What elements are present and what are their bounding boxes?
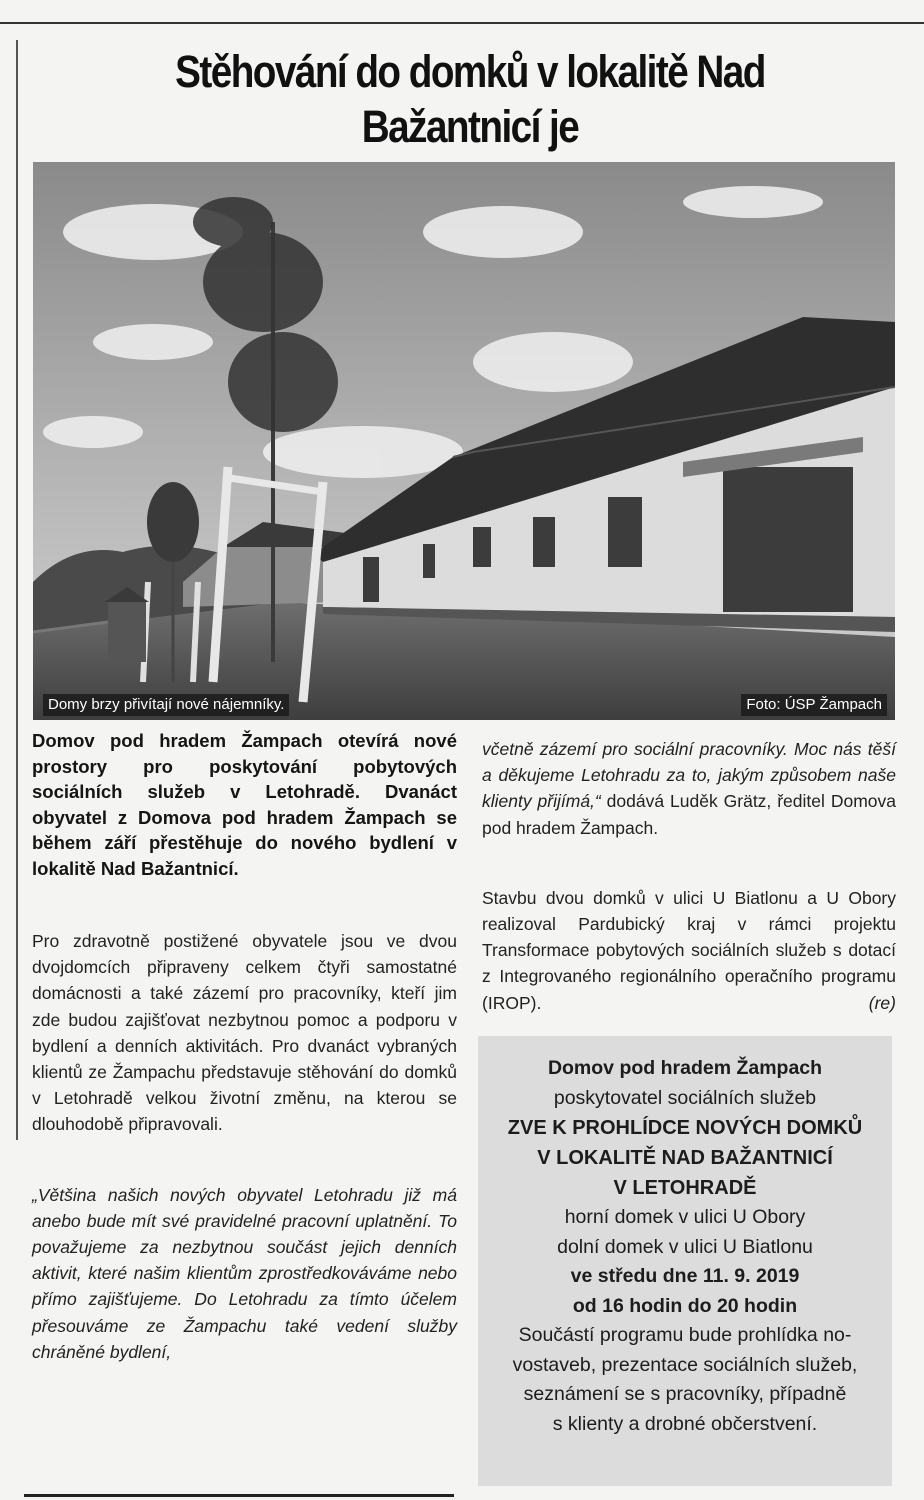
headline-line-1: Stěhování do domků v lokalitě Nad Bažantnicí je	[175, 46, 765, 152]
author-signature: (re)	[868, 992, 896, 1013]
invitation-program-1: Součástí programu bude prohlídka no-	[518, 1324, 852, 1346]
bottom-rule	[24, 1494, 454, 1497]
paragraph-2-text: Stavbu dvou domků v ulici U Biatlonu a U Obory realizoval Pardubický kraj v rámci projektu Transformace pobytových sociálních služeb s dotací z Integrovaného regionálního operačního programu (IROP).	[482, 887, 896, 1013]
invitation-heading-3: V LETOHRADĚ	[613, 1177, 757, 1199]
invitation-heading-2: V LOKALITĚ NAD BAŽANTNICÍ	[537, 1147, 833, 1169]
invitation-program-2: vostaveb, prezentace sociálních služeb,	[512, 1353, 858, 1376]
article-paragraph-1: Pro zdravotně postižené obyvatele jsou ve dvou dvojdomcích připraveny celkem čtyři samostatné domácnosti a také zázemí pro pracovníky, kteří jim zde budou zajišťovat nezbytnou pomoc a podporu v bydlení a denních aktivitách. Pro dvanáct vybraných klientů ze Žampachu představuje stěhování do domků v Letohradě velkou životní změnu, na kterou se dlouhodobě připravovali.	[32, 931, 457, 1135]
article-lead: Domov pod hradem Žampach otevírá nové prostory pro poskytování pobytových sociálních služeb v Letohradě. Dvanáct obyvatel z Domova pod hradem Žampach se během září přestěhuje do nového bydlení v lokalitě Nad Bažantnicí.	[32, 730, 457, 879]
article-quote-continued	[482, 736, 896, 841]
houses-photo-illustration	[33, 162, 895, 720]
quote-text: včetně zázemí pro sociální pracovníky. Moc nás těší a děkujeme Letohradu za to, jakým způsobem naše klienty přijímá,“	[482, 739, 896, 812]
column-rule	[16, 40, 18, 1140]
invitation-date: ve středu dne 11. 9. 2019	[570, 1265, 800, 1287]
article-photo	[33, 162, 895, 720]
invitation-time: od 16 hodin do 20 hodin	[572, 1294, 798, 1317]
photo-credit: Foto: ÚSP Žampach	[741, 694, 887, 716]
article-paragraph-2	[482, 885, 896, 1016]
invitation-box	[478, 1036, 892, 1486]
top-rule	[0, 22, 924, 24]
invitation-program-3: seznámení se s pracovníky, případně	[523, 1383, 847, 1405]
invitation-program-4: s klienty a drobné občerstvení.	[552, 1412, 818, 1435]
article-column-left	[32, 728, 457, 1365]
article-quote-start: „Většina našich nových obyvatel Letohradu již má anebo bude mít své pravidelné pracovní uplatnění. To považujeme za nezbytnou součást jejich denních aktivit, které našim klientům zprostředkováváme nebo přímo zajišťujeme. Do Letohradu za tímto účelem přesouváme ze Žampachu také vedení služby chráněné bydlení,	[32, 1184, 457, 1362]
invitation-heading-1: ZVE K PROHLÍDCE NOVÝCH DOMKŮ	[507, 1117, 863, 1139]
invitation-house-upper: horní domek v ulici U Obory	[564, 1206, 806, 1228]
photo-caption: Domy brzy přivítají nové nájemníky.	[43, 694, 289, 716]
invitation-org: Domov pod hradem Žampach	[547, 1057, 823, 1079]
invitation-org-type: poskytovatel sociálních služeb	[553, 1086, 817, 1109]
article-column-right	[482, 736, 896, 1016]
quote-attribution: dodává Luděk Grätz, ředitel Domova pod hradem Žampach.	[482, 791, 896, 838]
invitation-house-lower: dolní domek v ulici U Biatlonu	[557, 1235, 813, 1258]
